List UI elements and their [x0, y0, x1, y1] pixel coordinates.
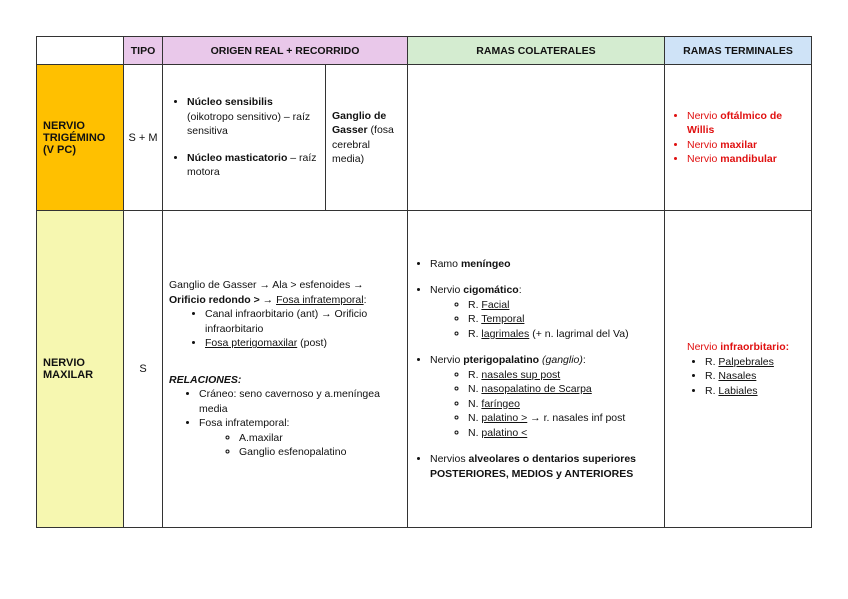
ptery-palatino-menor: ◦ N. palatino < [468, 426, 660, 441]
ptery-faringeo: ◦ N. faríngeo [468, 397, 660, 412]
relaciones-title: RELACIONES: [169, 373, 242, 386]
maxilar-tipo: S [124, 211, 163, 528]
relacion-ganglio: ◦ Ganglio esfenopalatino [239, 445, 401, 460]
rama-alveolares: • Nervios alveolares o dentarios superiores POSTERIORES, MEDIOS y ANTERIORES [430, 452, 660, 481]
maxilar-terminales [665, 211, 812, 528]
nucleo-sensibilis: • Núcleo sensibilis (oikotropo sensitivo) – raíz sensitiva [187, 95, 319, 139]
term-maxilar: • Nervio maxilar [687, 138, 807, 153]
recorrido-2: Orificio redondo > → Fosa infratemporal: [169, 293, 367, 306]
row-maxilar [37, 211, 812, 528]
cigo-facial: ◦ R. Facial [468, 298, 660, 313]
recorrido-1: Ganglio de Gasser → Ala > esfenoides → [169, 279, 364, 292]
ptery-nasopalatino: ◦ N. nasopalatino de Scarpa [468, 382, 660, 397]
trigemino-origen-inner [163, 65, 407, 210]
trigemino-ganglio: Ganglio de Gasser (fosa cerebral media) [332, 109, 394, 165]
trigemino-origen [163, 65, 408, 211]
rama-meningeo: • Ramo meníngeo [430, 257, 660, 272]
rama-pterigopalatino: • Nervio pterigopalatino (ganglio): ◦ R. nasales sup post ◦ N. nasopalatino de Scarpa ◦ N. faríngeo ◦ N. palatino > → r. nasales inf post ◦ N. palatino < [430, 353, 660, 440]
maxilar-ramas [408, 211, 665, 528]
trigemino-ramas [408, 65, 665, 211]
relacion-fosa: • Fosa infratemporal: ◦ A.maxilar ◦ Ganglio esfenopalatino [199, 416, 401, 460]
term-palpebrales: • R. Palpebrales [705, 355, 807, 370]
header-terminales: RAMAS TERMINALES [665, 37, 812, 65]
row-trigemino [37, 65, 812, 211]
fosa-pterigomaxilar: • Fosa pterigomaxilar (post) [205, 336, 401, 351]
trigemino-terminales [665, 65, 812, 211]
ptery-palatino-mayor: ◦ N. palatino > → r. nasales inf post [468, 411, 660, 426]
trigemino-nucleos [163, 65, 326, 210]
ptery-nasales-sup: ◦ R. nasales sup post [468, 368, 660, 383]
trigemino-name: NERVIO TRIGÉMINO (V PC) [37, 65, 124, 211]
rama-cigomatico: • Nervio cigomático: ◦ R. Facial ◦ R. Temporal ◦ R. lagrimales (+ n. lagrimal del Va) [430, 283, 660, 341]
cigo-temporal: ◦ R. Temporal [468, 312, 660, 327]
relacion-amaxilar: ◦ A.maxilar [239, 431, 401, 446]
maxilar-name: NERVIO MAXILAR [37, 211, 124, 528]
nerves-table [36, 36, 812, 528]
header-empty [37, 37, 124, 65]
canal-infraorbitario: • Canal infraorbitario (ant) → Orificio infraorbitario [205, 307, 401, 336]
header-ramas: RAMAS COLATERALES [408, 37, 665, 65]
term-oftalmico: • Nervio oftálmico de Willis [687, 109, 807, 138]
header-row [37, 37, 812, 65]
cigo-lagrimales: ◦ R. lagrimales (+ n. lagrimal del Va) [468, 327, 660, 342]
header-tipo: TIPO [124, 37, 163, 65]
header-origen: ORIGEN REAL + RECORRIDO [163, 37, 408, 65]
term-labiales: • R. Labiales [705, 384, 807, 399]
term-nasales: • R. Nasales [705, 369, 807, 384]
infraorbitario-title: Nervio infraorbitario: [687, 341, 790, 353]
maxilar-origen [163, 211, 408, 528]
nucleo-masticatorio: • Núcleo masticatorio – raíz motora [187, 151, 319, 180]
term-mandibular: • Nervio mandibular [687, 152, 807, 167]
relacion-craneo: • Cráneo: seno cavernoso y a.meníngea media [199, 387, 401, 416]
trigemino-tipo: S + M [124, 65, 163, 211]
